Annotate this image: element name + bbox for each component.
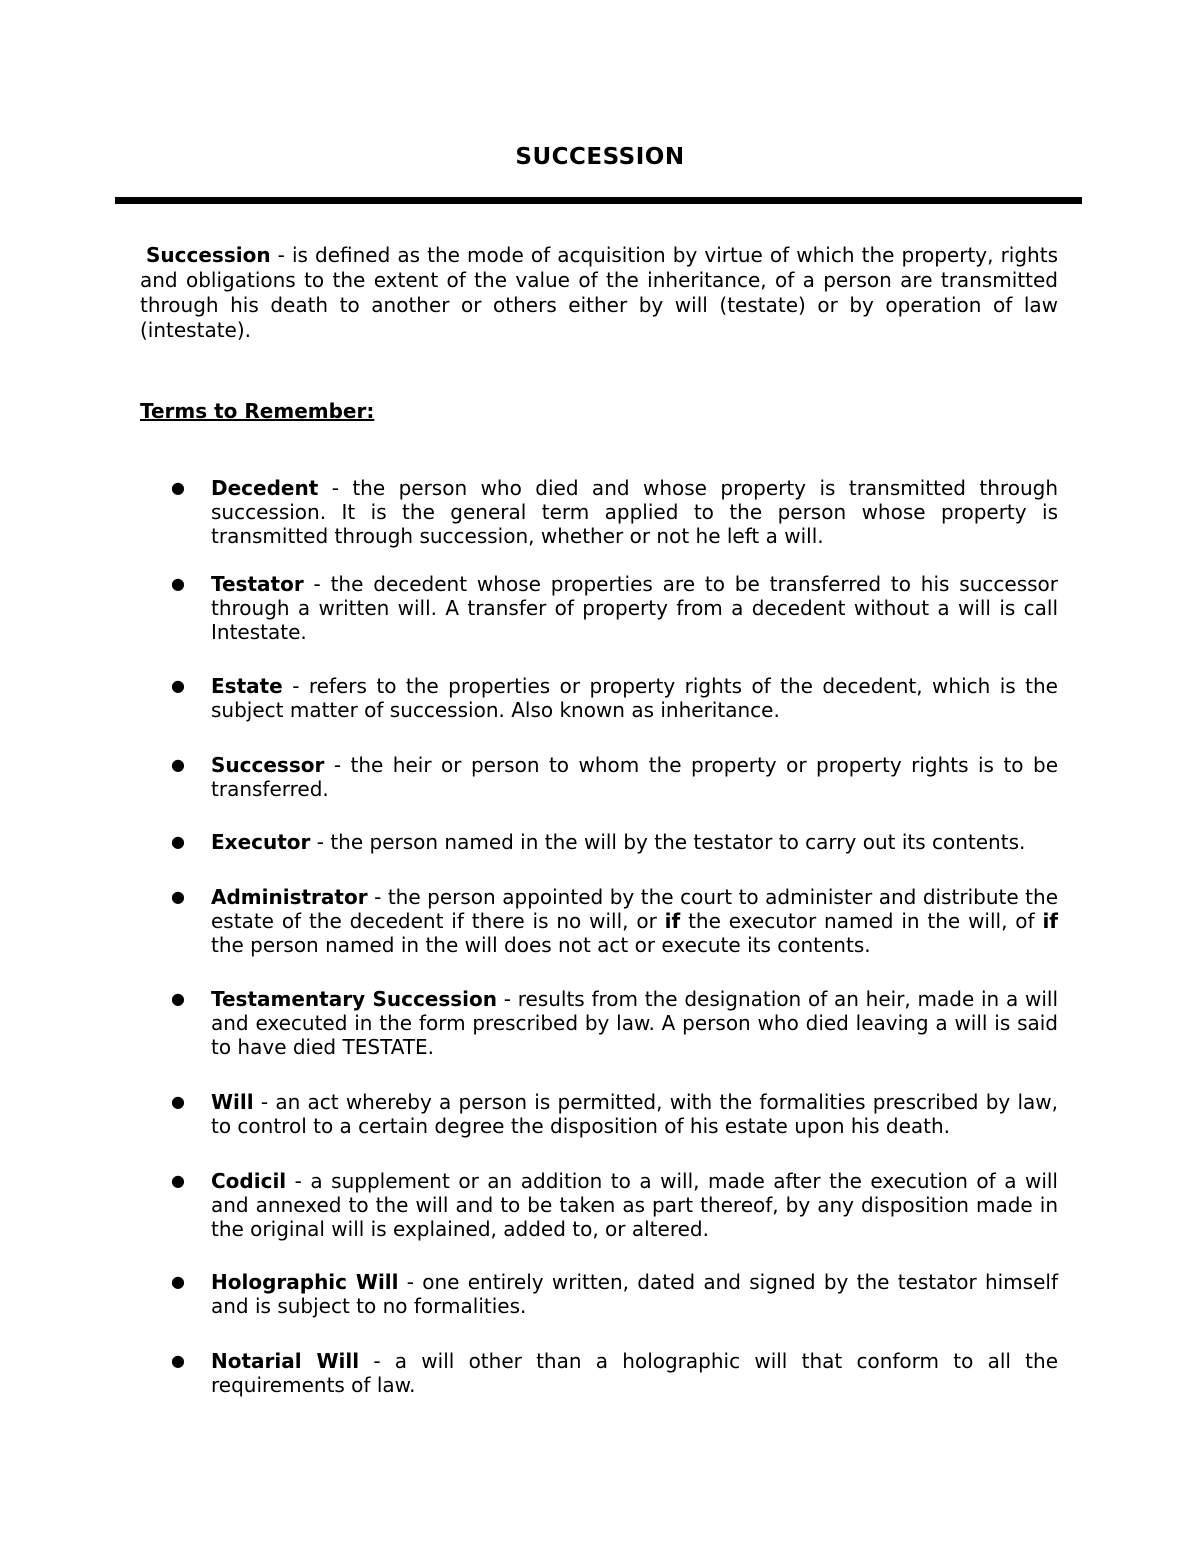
term-label: Executor — [211, 830, 311, 854]
term-definition: - one entirely written, dated and signed by the testator himself and is subject to no formalities. — [211, 1270, 1058, 1318]
term-estate — [171, 674, 1058, 722]
bullet-icon: ● — [171, 887, 185, 906]
bullet-icon: ● — [171, 478, 185, 497]
term-codicil — [171, 1169, 1058, 1241]
term-testator — [171, 572, 1058, 644]
term-definition: - the heir or person to whom the property or property rights is to be transferred. — [211, 753, 1058, 801]
term-definition: the executor named in the will, of — [680, 909, 1043, 933]
term-label: Will — [211, 1090, 254, 1114]
term-decedent — [171, 476, 1058, 548]
term-definition: - a will other than a holographic will that conform to all the requirements of law. — [211, 1349, 1059, 1397]
bullet-icon: ● — [171, 755, 185, 774]
intro-text: - is defined as the mode of acquisition by virtue of which the property, rights and obligations to the extent of the value of the inheritance, of a person are transmitted through his death to another or others either by will (testate) or by operation of law (intestate). — [140, 243, 1058, 342]
term-definition: - the person appointed by the court to administer and distribute the estate of the decedent if there is no will, or — [211, 885, 1058, 933]
term-label: Codicil — [211, 1169, 287, 1193]
terms-heading: Terms to Remember: — [140, 399, 375, 423]
term-label: Holographic Will — [211, 1270, 399, 1294]
emphasis-if: if — [664, 909, 681, 933]
term-definition: - an act whereby a person is permitted, with the formalities prescribed by law, to control to a certain degree the disposition of his estate upon his death. — [211, 1090, 1058, 1138]
term-definition: - results from the designation of an heir, made in a will and executed in the form prescribed by law. A person who died leaving a will is said to have died TESTATE. — [211, 987, 1058, 1059]
term-definition: - the decedent whose properties are to be transferred to his successor through a written will. A transfer of property from a decedent without a will is call Intestate. — [211, 572, 1058, 644]
term-definition: - a supplement or an addition to a will, made after the execution of a will and annexed to the will and to be taken as part thereof, by any disposition made in the original will is explained, added to, or altered. — [211, 1169, 1058, 1241]
term-definition: - the person who died and whose property is transmitted through succession. It is the general term applied to the person whose property is transmitted through succession, whether or not he left a will. — [211, 476, 1058, 548]
page-title: SUCCESSION — [515, 144, 685, 170]
intro-paragraph — [140, 243, 1058, 343]
term-notarial-will — [171, 1349, 1059, 1397]
bullet-icon: ● — [171, 676, 185, 695]
term-holographic-will — [171, 1270, 1058, 1318]
bullet-icon: ● — [171, 1092, 185, 1111]
term-definition: - the person named in the will by the testator to carry out its contents. — [310, 830, 1026, 854]
term-will — [171, 1090, 1058, 1138]
term-label: Estate — [211, 674, 283, 698]
term-label: Administrator — [211, 885, 368, 909]
term-testamentary-succession — [171, 987, 1058, 1059]
term-label: Testamentary Succession — [211, 987, 498, 1011]
bullet-icon: ● — [171, 989, 185, 1008]
bullet-icon: ● — [171, 574, 185, 593]
bullet-icon: ● — [171, 1272, 185, 1291]
term-label: Decedent — [211, 476, 319, 500]
term-successor — [171, 753, 1058, 801]
emphasis-if: if — [1042, 909, 1059, 933]
intro-term: Succession — [146, 243, 271, 267]
term-label: Testator — [211, 572, 304, 596]
term-executor — [171, 830, 1058, 854]
term-definition: the person named in the will does not act or execute its contents. — [211, 933, 871, 957]
term-label: Successor — [211, 753, 325, 777]
bullet-icon: ● — [171, 832, 185, 851]
title-divider — [115, 197, 1082, 204]
bullet-icon: ● — [171, 1171, 185, 1190]
term-administrator — [171, 885, 1059, 957]
term-definition: - refers to the properties or property rights of the decedent, which is the subject matter of succession. Also known as inheritance. — [211, 674, 1058, 722]
term-label: Notarial Will — [211, 1349, 360, 1373]
bullet-icon: ● — [171, 1351, 185, 1370]
